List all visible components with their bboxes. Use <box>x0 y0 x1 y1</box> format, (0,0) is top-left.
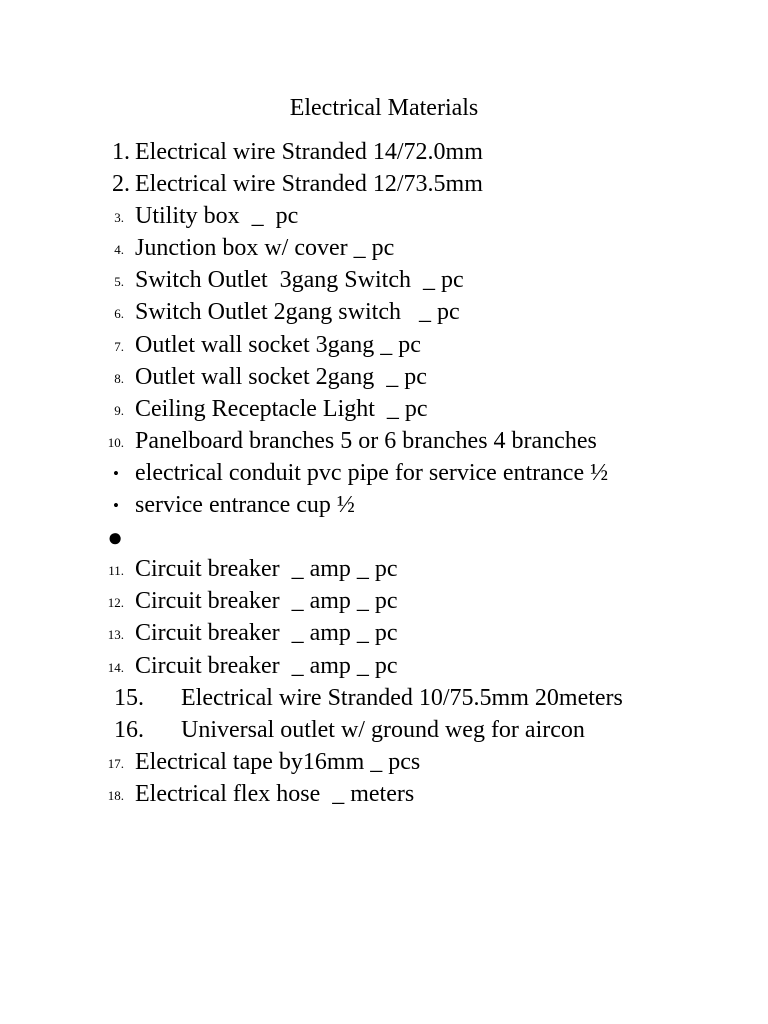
list-item-text: Panelboard branches 5 or 6 branches 4 branches <box>135 427 597 454</box>
list-item-number: 2. <box>112 171 130 198</box>
list-item-number: 9. <box>114 402 124 418</box>
list-item-text: Electrical wire Stranded 14/72.0mm <box>135 139 483 165</box>
bullet-icon: • <box>113 463 119 483</box>
list-item-text: Utility box _ pc <box>135 203 299 230</box>
list-item-number: 13. <box>107 627 124 643</box>
list-item-text: Electrical tape by16mm _ pcs <box>135 748 421 775</box>
materials-list <box>0 136 768 810</box>
list-item-number: 17. <box>107 755 124 771</box>
list-item-number: 7. <box>114 338 124 354</box>
list-item-text: Ceiling Receptacle Light _ pc <box>135 395 428 422</box>
list-item <box>0 585 768 617</box>
list-item-text: Outlet wall socket 3gang _ pc <box>135 331 421 358</box>
list-item <box>0 617 768 649</box>
list-item <box>0 329 768 361</box>
list-item <box>0 136 768 168</box>
list-item-number: 10. <box>107 434 124 450</box>
list-item-number: 8. <box>114 370 124 386</box>
list-item <box>0 232 768 264</box>
list-item-number: 12. <box>107 595 124 611</box>
list-item <box>0 425 768 457</box>
list-item <box>0 682 768 714</box>
list-item-number: 6. <box>114 306 124 322</box>
list-item <box>0 200 768 232</box>
list-item <box>0 714 768 746</box>
list-item <box>0 296 768 328</box>
list-item-text: Electrical wire Stranded 12/73.5mm <box>135 171 483 198</box>
list-item-text: Outlet wall socket 2gang _ pc <box>135 363 427 390</box>
list-item-text: Switch Outlet 3gang Switch _ pc <box>135 267 464 294</box>
list-item <box>0 650 768 682</box>
list-item-number: 4. <box>114 242 124 258</box>
list-item-number: 3. <box>114 210 124 226</box>
bullet-item <box>0 489 768 521</box>
list-item-number: 11. <box>108 563 124 579</box>
list-item-text: Circuit breaker _ amp _ pc <box>135 652 398 679</box>
list-item-text: Universal outlet w/ ground weg for aircon <box>181 716 585 743</box>
list-item-number: 15. <box>114 684 144 711</box>
list-item-number: 1. <box>112 139 130 165</box>
bullet-item <box>0 521 768 553</box>
list-item-number: 18. <box>107 787 124 803</box>
list-item-text: Electrical wire Stranded 10/75.5mm 20meters <box>181 684 623 711</box>
list-item <box>0 393 768 425</box>
bullet-icon: • <box>113 496 119 516</box>
bullet-icon: ● <box>107 523 123 553</box>
list-item-number: 16. <box>114 716 144 743</box>
list-item-number: 5. <box>114 274 124 290</box>
list-item-text: Junction box w/ cover _ pc <box>135 235 395 262</box>
list-item-text: Circuit breaker _ amp _ pc <box>135 556 398 583</box>
list-item-text: Electrical flex hose _ meters <box>135 780 415 807</box>
list-item-text: service entrance cup ½ <box>135 492 355 519</box>
list-item <box>0 361 768 393</box>
list-item-text: Circuit breaker _ amp _ pc <box>135 620 398 647</box>
bullet-item <box>0 457 768 489</box>
list-item-text: electrical conduit pvc pipe for service entrance ½ <box>135 459 609 486</box>
list-item-text: Switch Outlet 2gang switch _ pc <box>135 299 460 326</box>
list-item <box>0 168 768 200</box>
list-item-number: 14. <box>107 659 124 675</box>
document-title: Electrical Materials <box>289 95 479 121</box>
list-item-text: Circuit breaker _ amp _ pc <box>135 588 398 615</box>
list-item <box>0 778 768 810</box>
list-item <box>0 264 768 296</box>
list-item <box>0 553 768 585</box>
list-item <box>0 746 768 778</box>
